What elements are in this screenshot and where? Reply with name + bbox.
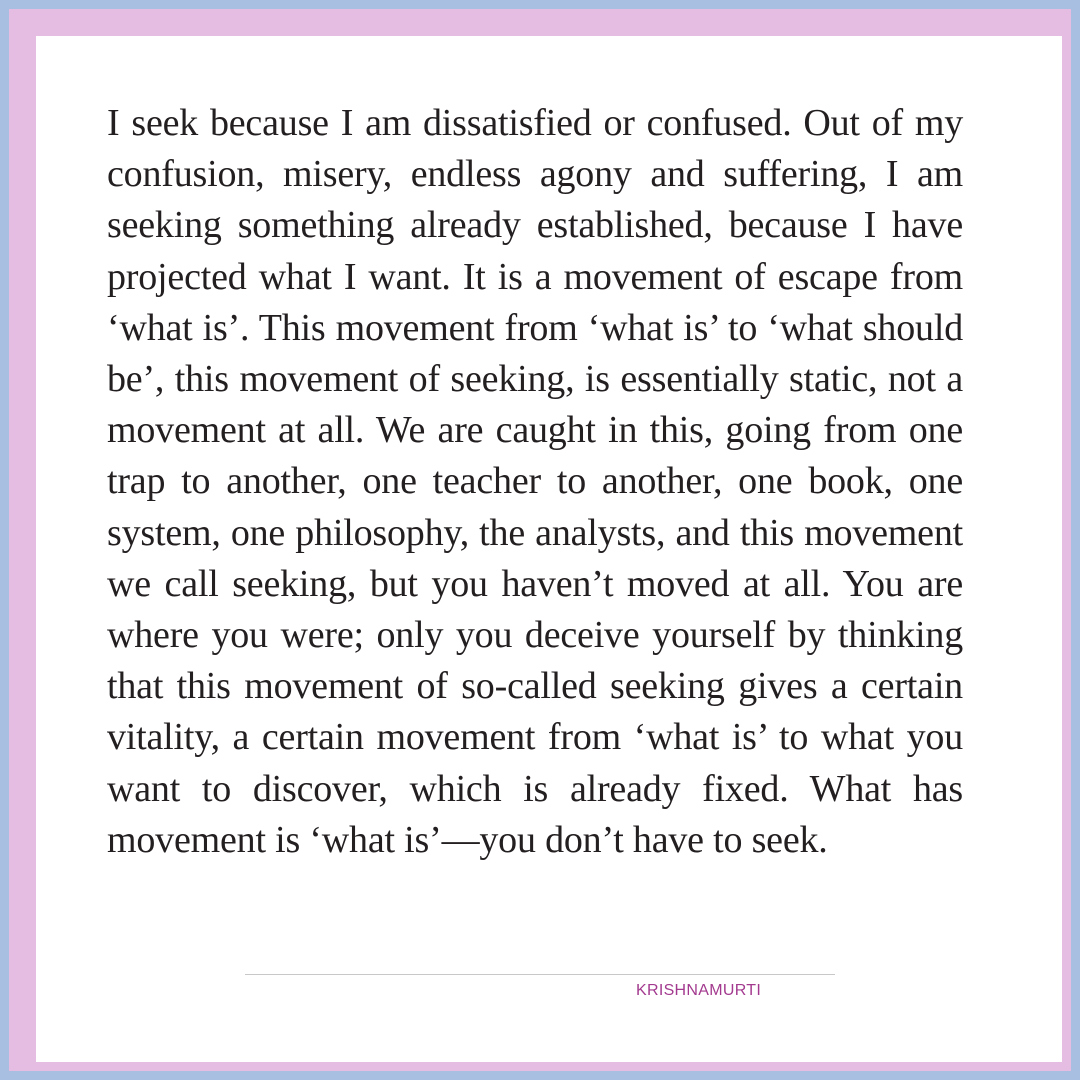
divider-line bbox=[245, 974, 835, 975]
quote-text: I seek because I am dissatisfied or confused. Out of my confusion, misery, endless agony and suffering, I am seeking something already established, because I have projected what I want. It is a movement of escape from ‘what is’. This movement from ‘what is’ to ‘what should be’, this movement of seeking, is essentially static, not a movement at all. We are caught in this, going from one trap to another, one teacher to another, one book, one system, one philosophy, the analysts, and this movement we call seeking, but you haven’t moved at all. You are where you were; only you deceive yourself by thinking that this movement of so-called seeking gives a certain vitality, a certain movement from ‘what is’ to what you want to discover, which is already fixed. What has movement is ‘what is’—you don’t have to seek. bbox=[107, 102, 963, 861]
author-name: KRISHNAMURTI bbox=[636, 982, 762, 999]
